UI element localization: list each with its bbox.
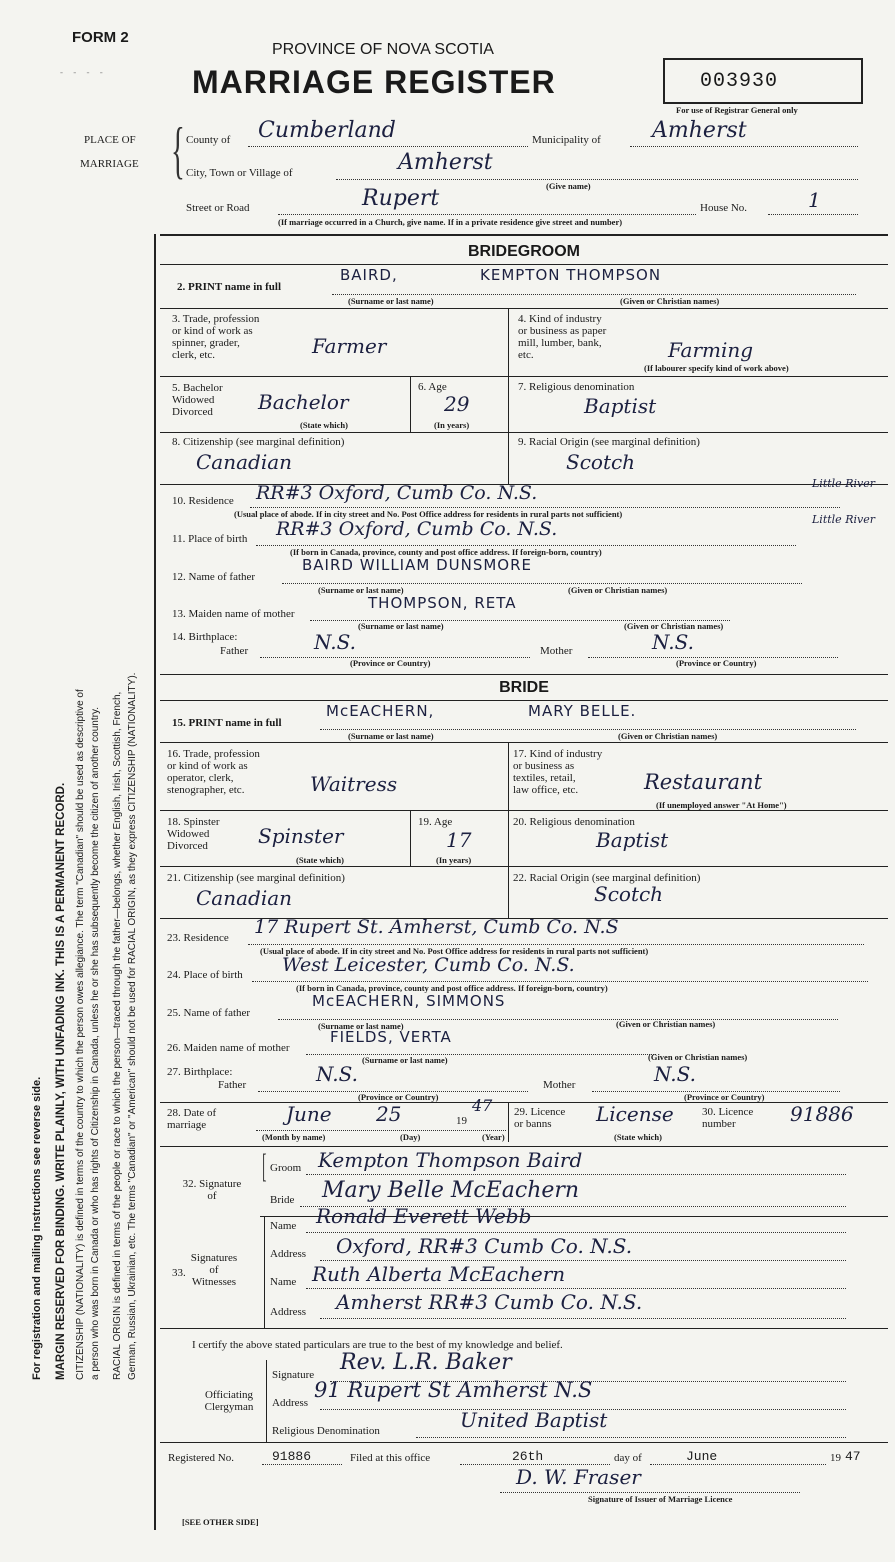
margin-line-3: CITIZENSHIP (NATIONALITY) is defined in terms of the country to which the person owes allegiance. The term "Canadian" should be used as descriptive of — [75, 689, 86, 1380]
bride-age: 17 — [446, 828, 472, 852]
bride-racial: Scotch — [594, 882, 664, 906]
bride-status: Spinster — [258, 824, 344, 848]
marriage-year-hint: (Year) — [482, 1132, 505, 1142]
filed-day: 26th — [512, 1449, 544, 1464]
bride-citizenship: Canadian — [196, 886, 293, 910]
bride-age-label: 19. Age — [418, 816, 453, 828]
bride-birthplace-label: 24. Place of birth — [167, 969, 243, 981]
registered-number: 91886 — [272, 1449, 312, 1464]
bride-religion: Baptist — [596, 828, 669, 852]
groom-mother-surname-hint: (Surname or last name) — [358, 621, 444, 631]
groom-bp-mother: N.S. — [652, 630, 694, 654]
groom-age: 29 — [444, 392, 470, 416]
witnesses-number: 33. — [172, 1267, 186, 1279]
bride-father-given-hint: (Given or Christian names) — [616, 1019, 716, 1029]
bride-religion-label: 20. Religious denomination — [513, 816, 635, 828]
marriage-year: 47 — [472, 1096, 493, 1115]
bride-age-hint: (In years) — [436, 855, 472, 865]
filed-label: Filed at this office — [350, 1452, 431, 1464]
groom-industry-hint: (If labourer specify kind of work above) — [644, 363, 789, 373]
bride-birthplace-parents-label: 27. Birthplace: — [167, 1066, 233, 1078]
groom-status-hint: (State which) — [300, 420, 348, 430]
bride-father-label: 25. Name of father — [167, 1007, 251, 1019]
province-title: PROVINCE OF NOVA SCOTIA — [272, 41, 494, 58]
groom-residence-note: Little River — [812, 477, 875, 490]
groom-industry: Farming — [668, 338, 754, 362]
signatures-label: 32. Signature of — [182, 1178, 242, 1202]
witness-1-address-label: Address — [270, 1248, 307, 1260]
bride-bp-mother-hint: (Province or Country) — [684, 1092, 765, 1102]
margin-line-4: a person who was born in Canada or who has rights of Citizenship in Canada, unless he or she has subsequently become the citizen of another country. — [90, 707, 101, 1380]
groom-birthplace-label: 11. Place of birth — [172, 533, 248, 545]
groom-name-label: 2. PRINT name in full — [177, 281, 282, 293]
bride-bp-mother: N.S. — [654, 1062, 696, 1086]
groom-religion-label: 7. Religious denomination — [518, 381, 635, 393]
groom-birthplace-hint: (If born in Canada, province, county and post office address. If foreign-born, country) — [290, 547, 602, 557]
groom-given-hint: (Given or Christian names) — [620, 296, 720, 306]
town-hint: (Give name) — [546, 181, 591, 191]
certification-text: I certify the above stated particulars are true to the best of my knowledge and belief. — [192, 1339, 563, 1351]
groom-residence-hint: (Usual place of abode. If in city street and No. Post Office address for residents in rural parts not sufficient) — [234, 509, 623, 519]
form-number: FORM 2 — [72, 29, 129, 46]
groom-father-surname-hint: (Surname or last name) — [318, 585, 404, 595]
witness-2-name-label: Name — [270, 1276, 297, 1288]
margin-line-5: RACIAL ORIGIN is defined in terms of the people or race to which the person—traced through the father—belongs, whether English, Irish, Scottish, French, — [112, 691, 123, 1380]
groom-industry-label: 4. Kind of industry or business as paper mill, lumber, bank, etc. — [518, 313, 607, 361]
municipality-label: Municipality of — [532, 134, 601, 146]
groom-age-label: 6. Age — [418, 381, 447, 393]
bride-residence-label: 23. Residence — [167, 932, 229, 944]
groom-surname-hint: (Surname or last name) — [348, 296, 434, 306]
witness-1-address: Oxford, RR#3 Cumb Co. N.S. — [336, 1234, 633, 1258]
bride-bp-mother-label: Mother — [543, 1079, 576, 1091]
groom-signature-label: Groom — [270, 1162, 302, 1174]
bride-mother-given-hint: (Given or Christian names) — [648, 1052, 748, 1062]
groom-mother: THOMPSON, RETA — [368, 594, 517, 612]
bride-surname: McEACHERN, — [326, 702, 435, 720]
bride-mother-label: 26. Maiden name of mother — [167, 1042, 290, 1054]
groom-mother-label: 13. Maiden name of mother — [172, 608, 295, 620]
document-title: MARRIAGE REGISTER — [192, 64, 556, 100]
bride-bp-father-label: Father — [218, 1079, 247, 1091]
bridegroom-heading: BRIDEGROOM — [468, 243, 580, 260]
filed-year: 47 — [845, 1449, 861, 1464]
groom-father: BAIRD WILLIAM DUNSMORE — [302, 556, 533, 574]
bride-surname-hint: (Surname or last name) — [348, 731, 434, 741]
groom-bp-father-label: Father — [220, 645, 249, 657]
bride-bp-father: N.S. — [316, 1062, 358, 1086]
bride-residence: 17 Rupert St. Amherst, Cumb Co. N.S — [254, 916, 619, 938]
bride-bp-father-hint: (Province or Country) — [358, 1092, 439, 1102]
marriage-date-label: 28. Date of marriage — [167, 1107, 217, 1131]
groom-signature: Kempton Thompson Baird — [318, 1148, 583, 1172]
marriage-year-prefix: 19 — [456, 1115, 467, 1127]
groom-residence: RR#3 Oxford, Cumb Co. N.S. — [256, 482, 538, 504]
town-label: City, Town or Village of — [186, 167, 293, 179]
margin-line-6: German, Russian, Ukrainian, etc. The terms "Canadian" or "American" should not be used for RACIAL ORIGIN, as they express CITIZENSHIP (NATIONALITY). — [127, 672, 138, 1380]
bride-father-surname-hint: (Surname or last name) — [318, 1021, 404, 1031]
groom-birthplace-note: Little River — [812, 513, 875, 526]
licence-type-label: 29. Licence or banns — [514, 1106, 566, 1130]
issuer-signature-label: Signature of Issuer of Marriage Licence — [588, 1494, 733, 1504]
clergy-signature-label: Signature — [272, 1369, 315, 1381]
clergy-denomination-label: Religious Denomination — [272, 1425, 380, 1437]
bride-signature-label: Bride — [270, 1194, 295, 1206]
bride-signature: Mary Belle McEachern — [322, 1178, 580, 1203]
groom-surname: BAIRD, — [340, 266, 398, 284]
house-label: House No. — [700, 202, 748, 214]
issuer-signature: D. W. Fraser — [516, 1465, 641, 1489]
place-label-2: MARRIAGE — [80, 158, 139, 170]
groom-racial: Scotch — [566, 450, 636, 474]
bride-industry-hint: (If unemployed answer "At Home") — [656, 800, 787, 810]
margin-notes — [30, 620, 141, 1380]
clergy-address: 91 Rupert St Amherst N.S — [314, 1378, 593, 1402]
clergy-denomination: United Baptist — [460, 1408, 608, 1432]
groom-citizenship-label: 8. Citizenship (see marginal definition) — [172, 436, 345, 448]
clergy-signature: Rev. L.R. Baker — [340, 1350, 512, 1375]
margin-line-1: For registration and mailing instructions see reverse side. — [31, 1076, 43, 1380]
filed-month: June — [686, 1449, 718, 1464]
bride-birthplace: West Leicester, Cumb Co. N.S. — [282, 954, 575, 976]
groom-birthplace-parents-label: 14. Birthplace: — [172, 631, 238, 643]
groom-residence-label: 10. Residence — [172, 495, 234, 507]
county-value: Cumberland — [258, 118, 396, 143]
groom-citizenship: Canadian — [196, 450, 293, 474]
bride-trade-label: 16. Trade, profession or kind of work as operator, clerk, stenographer, etc. — [167, 748, 260, 796]
bride-mother: FIELDS, VERTA — [330, 1028, 452, 1046]
licence-type: License — [596, 1102, 674, 1126]
bride-citizenship-label: 21. Citizenship (see marginal definition) — [167, 872, 345, 884]
place-label-1: PLACE OF — [84, 134, 136, 146]
municipality-value: Amherst — [652, 118, 747, 143]
bride-name-label: 15. PRINT name in full — [172, 717, 282, 729]
marriage-register-document: FORM 2 - - - - PROVINCE OF NOVA SCOTIA MARRIAGE REGISTER 003930 For use of Registrar General only PLACE OF MARRIAGE { County of Cumberland Municipality of Amherst City, Town or Village of Amherst (Give name) Street or Road Rupert House No. 1 (If marriage occurred in a Church, give name. If in a private residence give street and number) For registration and mailing instructions see reverse side. MARGIN RESERVED FOR BINDING. WRITE PLAINLY, WITH UNFADING INK. THIS IS A PERMANENT RECORD. CITIZENSHIP (NATIONALITY) is defined in terms of the country to which the person owes allegiance. The term "Canadian" should be used as descriptive of a person who was born in Canada or who has rights of Citizenship in Canada, unless he or she has subsequently become the citizen of another country. RACIAL ORIGIN is defined in terms of the people or race to which the person—traced through the father—belongs, whether English, Irish, Scottish, French, German, Russian, Ukrainian, etc. The terms "Canadian" or "American" should not be used for RACIAL ORIGIN, as they express CITIZENSHIP (NATIONALITY). BRIDEGROOM 2. PRINT name in full BAIRD, KEMPTON THOMPSON (Surname or last name) (Given or Christian names) 3. Trade, profession or kind of work as spinner, grader, clerk, etc. Farmer 4. Kind of industry or business as paper mill, lumber, bank, etc. Farming (If labourer specify kind of work above) 5. Bachelor Widowed Divorced Bachelor (State which) 6. Age 29 (In years) 7. Religious denomination Baptist 8. Citizenship (see marginal definition) Canadian 9. Racial Origin (see marginal definition) Scotch 10. Residence RR#3 Oxford, Cumb Co. N.S. Little River (Usual place of abode. If in city street and No. Post Office address for residents in rural parts not sufficient) 11. Place of birth RR#3 Oxford, Cumb Co. N.S. Little River (If born in Canada, province, county and post office address. If foreign-born, country) 12. Name of father BAIRD WILLIAM DUNSMORE (Surname or last name) (Given or Christian names) 13. Maiden name of mother THOMPSON, RETA (Surname or last name) (Given or Christian names) 14. Birthplace: Father N.S. (Province or Country) Mother N.S. (Province or Country) BRIDE 15. PRINT name in full McEACHERN, MARY BELLE. (Surname or last name) (Given or Christian names) 16. Trade, profession or kind of work as operator, clerk, stenographer, etc. Waitress 17. Kind of industry or business as textiles, retail, law office, etc. Restaurant (If unemployed answer "At Home") 18. Spinster Widowed Divorced Spinster (State which) 19. Age 17 (In years) 20. Religious denomination Baptist 21. Citizenship (see marginal definition) Canadian 22. Racial Origin (see marginal definition) Scotch 23. Residence 17 Rupert St. Amherst, Cumb Co. N.S (Usual place of abode. If in city street and No. Post Office address for residents in rural parts not sufficient) 24. Place of birth West Leicester, Cumb Co. N.S. (If born in Canada, province, county and post office address. If foreign-born, country) 25. Name of father McEACHERN, SIMMONS (Surname or last name) (Given or Christian names) 26. Maiden name of mother FIELDS, VERTA (Surname or last name) (Given or Christian names) 27. Birthplace: Father N.S. (Province or Country) Mother N.S. (Province or Country) 28. Date of marriage June 25 19 47 (Month by name) (Day) (Year) 29. Licence or banns License (State which) 30. Licence number 91886 32. Signature of [ Groom Kempton Thompson Baird Bride Mary Belle McEachern Signatures of Witnesses 33. Name Ronald Everett Webb Address Oxford, RR#3 Cumb Co. N.S. Name Ruth Alberta McEachern Address Amherst RR#3 Cumb Co. N.S. I certify the above stated particulars are true to the best of my knowledge and belief. Officiating Clergyman Signature Rev. L.R. Baker Address 91 Rupert St Amherst N.S Religious Denomination United Baptist Registered No. 91886 Filed at this office 26th day of June 19 47 D. W. Fraser Signature of Issuer of Marriage Licence [SEE OTHER SIDE] — [0, 0, 895, 1562]
groom-trade-label: 3. Trade, profession or kind of work as spinner, grader, clerk, etc. — [172, 313, 260, 361]
bride-status-hint: (State which) — [296, 855, 344, 865]
bride-status-label: 18. Spinster Widowed Divorced — [167, 816, 220, 852]
town-value: Amherst — [398, 150, 493, 175]
filed-year-prefix: 19 — [830, 1452, 841, 1464]
witness-2-address: Amherst RR#3 Cumb Co. N.S. — [336, 1290, 643, 1314]
groom-status-label: 5. Bachelor Widowed Divorced — [172, 382, 223, 418]
groom-bp-mother-label: Mother — [540, 645, 573, 657]
street-value: Rupert — [362, 186, 440, 211]
bride-heading: BRIDE — [499, 679, 549, 696]
groom-father-given-hint: (Given or Christian names) — [568, 585, 668, 595]
bride-given-names: MARY BELLE. — [528, 702, 637, 720]
groom-father-label: 12. Name of father — [172, 571, 256, 583]
see-other-side: [SEE OTHER SIDE] — [182, 1517, 259, 1527]
marriage-day-hint: (Day) — [400, 1132, 421, 1142]
groom-racial-label: 9. Racial Origin (see marginal definition) — [518, 436, 700, 448]
witness-2-name: Ruth Alberta McEachern — [312, 1262, 566, 1286]
bride-father: McEACHERN, SIMMONS — [312, 992, 506, 1010]
county-label: County of — [186, 134, 231, 146]
witness-1-name-label: Name — [270, 1220, 297, 1232]
licence-type-hint: (State which) — [614, 1132, 662, 1142]
groom-given-names: KEMPTON THOMPSON — [480, 266, 662, 284]
marriage-month-hint: (Month by name) — [262, 1132, 326, 1142]
bride-racial-label: 22. Racial Origin (see marginal definition) — [513, 872, 701, 884]
brace: { — [171, 114, 185, 185]
margin-line-2: MARGIN RESERVED FOR BINDING. WRITE PLAINLY, WITH UNFADING INK. THIS IS A PERMANENT RECORD. — [55, 782, 67, 1380]
bride-birthplace-hint: (If born in Canada, province, county and post office address. If foreign-born, country) — [296, 983, 608, 993]
groom-bp-father: N.S. — [314, 630, 356, 654]
margin-mark: - - - - — [60, 67, 107, 77]
registration-box-number: 003930 — [700, 70, 779, 93]
house-value: 1 — [808, 188, 821, 212]
registered-number-label: Registered No. — [168, 1452, 234, 1464]
bride-industry-label: 17. Kind of industry or business as textiles, retail, law office, etc. — [513, 748, 603, 796]
bride-mother-surname-hint: (Surname or last name) — [362, 1055, 448, 1065]
groom-birthplace: RR#3 Oxford, Cumb Co. N.S. — [276, 518, 558, 540]
clergyman-label: Officiating Clergyman — [204, 1389, 254, 1413]
groom-religion: Baptist — [584, 394, 657, 418]
bride-given-hint: (Given or Christian names) — [618, 731, 718, 741]
witnesses-label: Signatures of Witnesses — [190, 1252, 238, 1288]
bride-industry: Restaurant — [644, 770, 763, 794]
street-note: (If marriage occurred in a Church, give name. If in a private residence give street and number) — [278, 217, 623, 227]
groom-status: Bachelor — [258, 390, 349, 414]
clergy-address-label: Address — [272, 1397, 309, 1409]
marriage-month: June — [286, 1102, 332, 1126]
witness-2-address-label: Address — [270, 1306, 307, 1318]
day-of-label: day of — [614, 1452, 642, 1464]
groom-age-hint: (In years) — [434, 420, 470, 430]
groom-bp-mother-hint: (Province or Country) — [676, 658, 757, 668]
street-label: Street or Road — [186, 202, 250, 214]
groom-bp-father-hint: (Province or Country) — [350, 658, 431, 668]
bride-residence-hint: (Usual place of abode. If in city street and No. Post Office address for residents in rural parts not sufficient) — [260, 946, 649, 956]
licence-number-label: 30. Licence number — [702, 1106, 754, 1130]
licence-number: 91886 — [790, 1102, 854, 1126]
groom-mother-given-hint: (Given or Christian names) — [624, 621, 724, 631]
registration-box-note: For use of Registrar General only — [676, 105, 798, 115]
witness-1-name: Ronald Everett Webb — [316, 1204, 532, 1228]
bride-trade: Waitress — [310, 772, 398, 796]
marriage-day: 25 — [376, 1102, 402, 1126]
groom-trade: Farmer — [312, 334, 387, 358]
